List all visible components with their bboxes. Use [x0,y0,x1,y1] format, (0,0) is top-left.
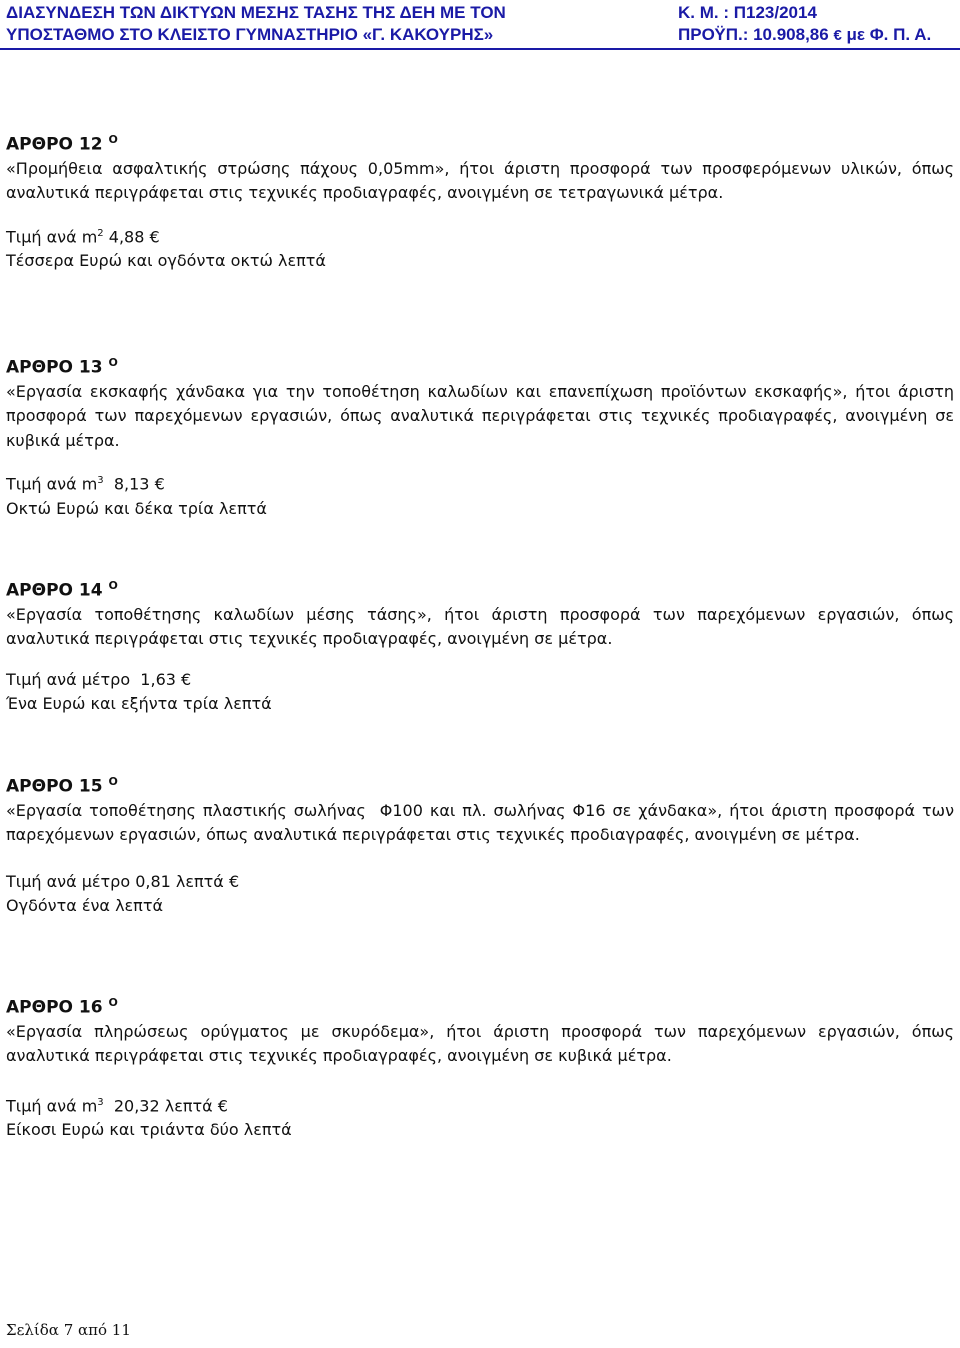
ordinal-mark: Ο [108,579,118,592]
euro-icon: € [149,226,160,246]
article-text: «Εργασία τοποθέτησης πλαστικής σωλήνας Φ100 και πλ. σωλήνας Φ16 σε χάνδακα», ήτοι άριστη προσφορά των παρεχόμενων εργασιών, όπως αναλυτικά περιγράφεται στις τεχνικές προδιαγραφές, ανοιγμένη σε μέτρα. [6,800,960,845]
article-title: ΑΡΘΡΟ 14 $^O$ [6,579,118,601]
article-price-words: Τέσσερα Ευρώ και ογδόντα οκτώ λεπτά [6,251,326,271]
article-12 [6,128,954,274]
article-13 [6,351,954,521]
article-price-words: Ένα Ευρώ και εξήντα τρία λεπτά [6,694,272,714]
project-title [6,2,506,46]
euro-icon: € [228,871,240,891]
article-price: Τιμή ανά μέτρο 1,63 € [6,669,192,689]
article-price: Τιμή ανά $m^3$ 20,32 λεπτά € [6,1095,228,1115]
article-price: Τιμή ανά $m^2$ 4,88 € [6,226,160,246]
article-text: «Εργασία πληρώσεως ορύγματος με σκυρόδεμα», ήτοι άριστη προσφορά των παρεχόμενων εργασιών, όπως αναλυτικά περιγράφεται στις τεχνικές προδιαγραφές, ανοιγμένη σε κυβικά μέτρα. [6,1021,954,1066]
article-price: Τιμή ανά $m^3$ 8,13 € [6,474,165,494]
ordinal-mark: Ο [108,133,118,146]
euro-icon: € [217,1095,228,1115]
article-text: «Εργασία εκσκαφής χάνδακα για την τοποθέτηση καλωδίων και επανεπίχωση προϊόντων εκσκαφής», ήτοι άριστη προσφορά των παρεχόμενων εργασιών, όπως αναλυτικά περιγράφεται στις τεχνικές προδιαγραφές, ανοιγμένη σε κυβικά μέτρα. [6,381,954,450]
article-title: ΑΡΘΡΟ 12 $^O$ [6,133,118,155]
project-code: Κ. Μ. : Π123/2014 [678,3,817,22]
euro-icon: € [833,27,842,44]
ordinal-mark: Ο [108,996,118,1009]
page-number: Σελίδα 7 από 11 [6,1321,131,1339]
article-title: ΑΡΘΡΟ 13 $^O$ [6,356,118,378]
euro-icon: € [154,474,165,494]
article-16 [6,991,954,1143]
project-title-line-2: ΥΠΟΣΤΑΘΜΟ ΣΤΟ ΚΛΕΙΣΤΟ ΓΥΜΝΑΣΤΗΡΙΟ «Γ. ΚΑΚΟΥΡΗΣ» [6,25,494,44]
article-15 [6,770,960,919]
article-text: «Εργασία τοποθέτησης καλωδίων μέσης τάσης», ήτοι άριστη προσφορά των παρεχόμενων εργασιών, όπως αναλυτικά περιγράφεται στις τεχνικές προδιαγραφές, ανοιγμένη σε μέτρα. [6,604,954,649]
project-title-line-1: ΔΙΑΣΥΝΔΕΣΗ ΤΩΝ ΔΙΚΤΥΩΝ ΜΕΣΗΣ ΤΑΣΗΣ ΤΗΣ ΔΕΗ ΜΕ ΤΟΝ [6,3,506,22]
article-price-words: Οκτώ Ευρώ και δέκα τρία λεπτά [6,498,267,518]
ordinal-mark: Ο [108,356,118,369]
article-price-words: Είκοσι Ευρώ και τριάντα δύο λεπτά [6,1120,292,1140]
ordinal-mark: Ο [108,775,118,788]
euro-icon: € [181,669,192,689]
article-price-words: Ογδόντα ένα λεπτά [6,896,163,916]
page-header [0,0,960,50]
project-code-block [678,2,931,47]
article-title: ΑΡΘΡΟ 16 $^O$ [6,996,118,1018]
article-price: Τιμή ανά μέτρο 0,81 λεπτά € [6,871,240,891]
project-budget: ΠΡΟΫΠ.: 10.908,86 € με Φ. Π. Α. [678,25,932,44]
article-title: ΑΡΘΡΟ 15 $^O$ [6,775,118,797]
article-14 [6,574,954,717]
article-text: «Προμήθεια ασφαλτικής στρώσης πάχους 0,05mm», ήτοι άριστη προσφορά των προσφερόμενων υλικών, όπως αναλυτικά περιγράφεται στις τεχνικές προδιαγραφές, ανοιγμένη σε τετραγωνικά μέτρα. [6,158,954,203]
